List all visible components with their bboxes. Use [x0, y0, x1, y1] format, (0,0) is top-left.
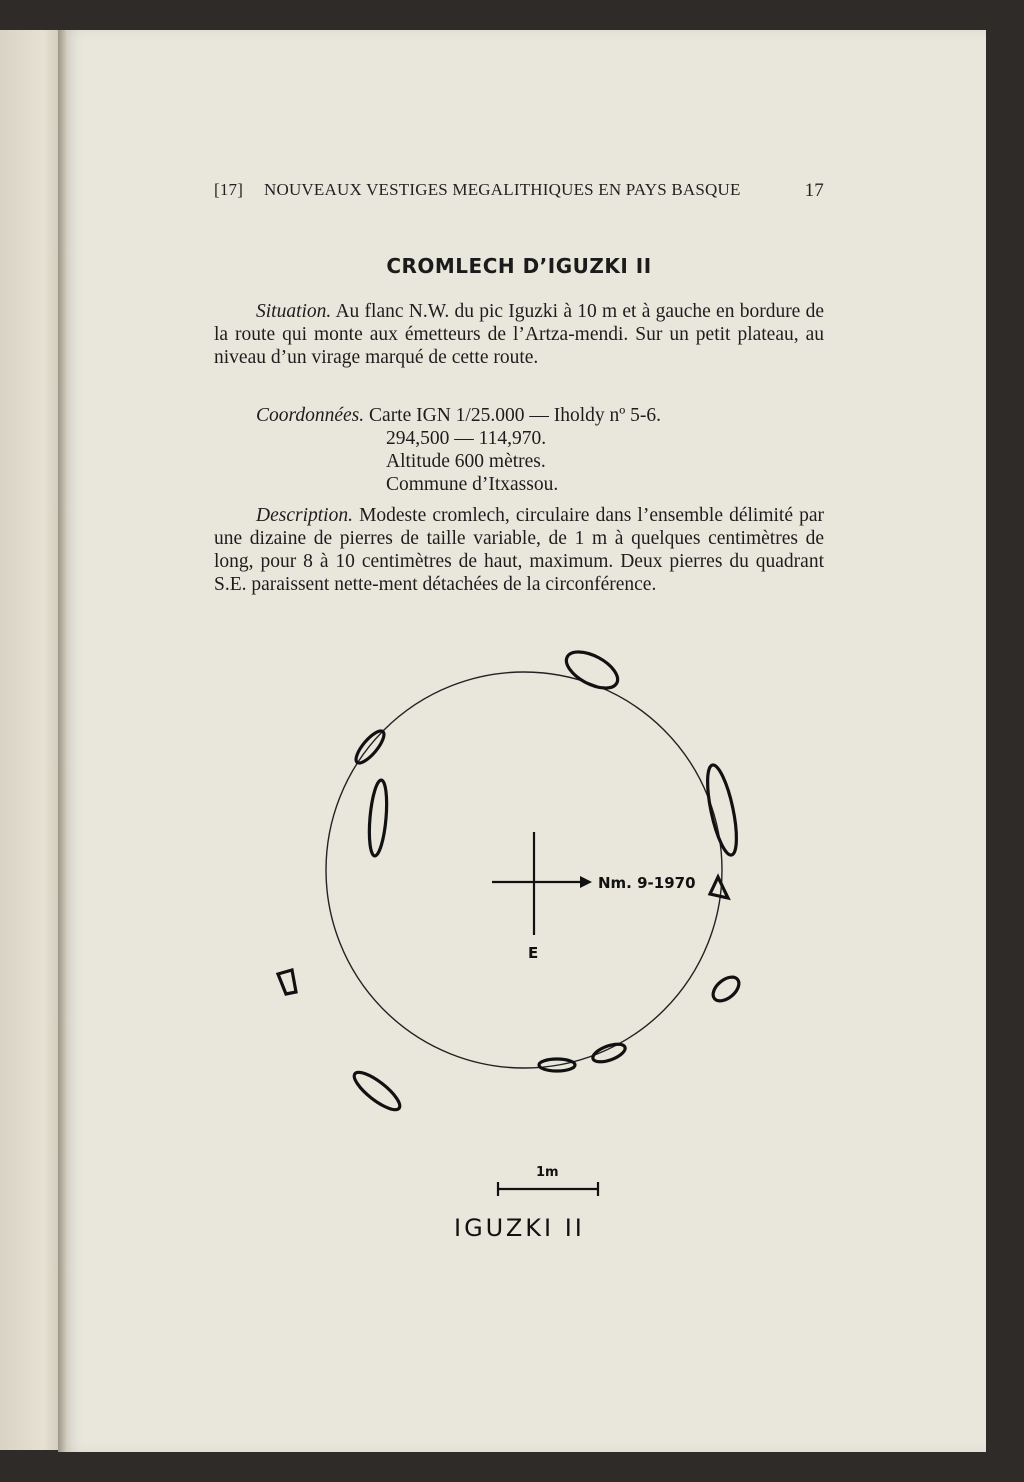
description-paragraph [214, 504, 824, 596]
figure-caption: IGUZKI II [454, 1214, 585, 1242]
coordinates-label: Coordonnées. [256, 405, 365, 426]
situation-label: Situation. [256, 301, 332, 322]
page-number: 17 [804, 180, 824, 201]
left-page-edge [0, 30, 62, 1450]
stone-5 [710, 877, 728, 898]
stone-1 [561, 644, 624, 695]
east-label: E [528, 944, 539, 962]
north-label: Nm. 9-1970 [598, 874, 696, 892]
cromlech-diagram [262, 640, 762, 1260]
article-title: CROMLECH D’IGUZKI II [386, 254, 652, 278]
stone-circle-outline [326, 672, 722, 1068]
coordinates-line-4: Commune d’Itxassou. [386, 474, 559, 495]
stone-3 [367, 779, 390, 856]
stone-2 [352, 727, 388, 767]
coordinates-line-3: Altitude 600 mètres. [386, 451, 546, 472]
orientation-cross [492, 832, 592, 935]
cromlech-plan-svg [262, 640, 762, 1260]
stone-7 [709, 972, 744, 1005]
running-head-title: NOUVEAUX VESTIGES MEGALITHIQUES EN PAYS BASQUE [264, 180, 741, 199]
coordinates-line-2: 294,500 — 114,970. [386, 428, 547, 449]
coordinates-line-1: Carte IGN 1/25.000 — Iholdy nº 5-6. [369, 405, 662, 426]
description-label: Description. [256, 505, 353, 526]
scale-bar [498, 1182, 598, 1196]
page-reference: [17] [214, 180, 244, 199]
stone-10 [349, 1067, 404, 1116]
situation-paragraph [214, 300, 824, 369]
description-text: Modeste cromlech, circulaire dans l’ensemble délimité par une dizaine de pierres de taille variable, de 1 m à quelques centimètres de long, pour 8 à 10 centimètres de haut, maximum. Deux pierres du quadrant S.E. paraissent nette-ment détachées de la circonférence. [214, 505, 824, 595]
stone-8 [591, 1041, 628, 1066]
scale-label: 1m [536, 1165, 559, 1180]
stone-6 [278, 970, 296, 994]
situation-text: Au flanc N.W. du pic Iguzki à 10 m et à gauche en bordure de la route qui monte aux émetteurs de l’Artza-mendi. Sur un petit plateau, au niveau d’un virage marqué de cette route. [214, 301, 824, 368]
north-arrow-icon [580, 876, 592, 888]
stone-4 [702, 763, 743, 858]
book-gutter [58, 30, 68, 1452]
coordinates-block [256, 404, 661, 496]
